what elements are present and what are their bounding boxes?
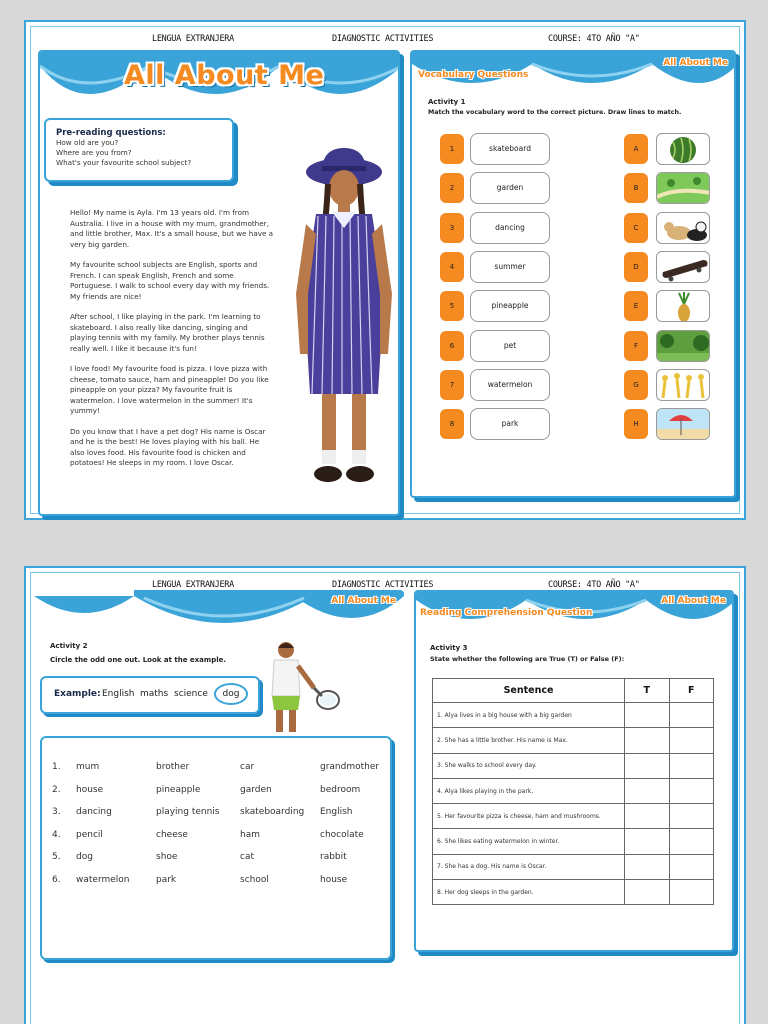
number-badge: 4: [440, 252, 464, 282]
sentence-cell: 3. She walks to school every day.: [433, 753, 625, 778]
row-number: 6.: [52, 875, 61, 885]
word-option[interactable]: mum: [76, 762, 100, 772]
activity-instruction: State whether the following are True (T) or False (F):: [430, 655, 625, 663]
word-option[interactable]: English: [320, 807, 353, 818]
true-false-table: [432, 678, 714, 905]
pre-reading-question: Where are you from?: [56, 148, 132, 157]
word-option[interactable]: garden: [240, 784, 272, 795]
story-text-box: [56, 192, 288, 500]
sentence-cell: 7. She has a dog. His name is Oscar.: [433, 854, 625, 879]
activity-instruction: Match the vocabulary word to the correct picture. Draw lines to match.: [428, 109, 682, 116]
word-option[interactable]: car: [240, 762, 255, 772]
summer-picture[interactable]: [656, 408, 710, 440]
number-badge: 6: [440, 331, 464, 361]
example-word: maths: [140, 689, 169, 699]
page-title: All About Me: [124, 60, 325, 91]
letter-badge: C: [624, 213, 648, 243]
skateboard-picture[interactable]: [656, 251, 710, 283]
vocab-word-box[interactable]: skateboard: [470, 133, 550, 165]
header-subject: LENGUA EXTRANJERA: [152, 34, 234, 44]
vocab-word-box[interactable]: watermelon: [470, 369, 550, 401]
story-paragraph: I love food! My favourite food is pizza. I love pizza with cheese, tomato sauce, ham and pineapple! Do you like pineapple on your pizza? My favourite fruit is watermelon. I love watermelon in the summer! It's yummy!: [70, 364, 269, 415]
false-cell[interactable]: [669, 703, 713, 728]
header-course: COURSE: 4TO AÑO "A": [548, 34, 640, 44]
example-word: English: [102, 689, 135, 699]
vocab-word-box[interactable]: pet: [470, 330, 550, 362]
word-option[interactable]: chocolate: [320, 829, 364, 840]
activity-instruction: Circle the odd one out. Look at the example.: [50, 656, 227, 664]
pre-reading-question: How old are you?: [56, 138, 119, 147]
story-paragraph: Do you know that I have a pet dog? His name is Oscar and he is the best! He loves playing with his ball. He also loves food. His favourite food is chicken and potatoes! He sleeps in my room. I love Oscar.: [70, 426, 266, 467]
corner-label: All About Me: [663, 58, 728, 68]
true-cell[interactable]: [625, 753, 669, 778]
corner-label: All About Me: [661, 596, 726, 606]
word-option[interactable]: skateboarding: [240, 807, 305, 818]
false-cell[interactable]: [669, 728, 713, 753]
story-paragraph: Hello! My name is Ayla. I'm 13 years old. I'm from Australia. I live in a house with my mum, grandmother, and little brother, Max. It's a small house, but we have a very big garden.: [70, 208, 274, 249]
word-option[interactable]: park: [156, 875, 177, 885]
header-subject: LENGUA EXTRANJERA: [152, 580, 234, 590]
table-row: [433, 829, 714, 854]
number-badge: 2: [440, 173, 464, 203]
sentence-cell: 4. Alya likes playing in the park.: [433, 778, 625, 803]
letter-badge: D: [624, 252, 648, 282]
story-paragraph: After school, I like playing in the park. I'm learning to skateboard. I also really like dancing, singing and playing tennis with my family. My brother plays tennis really well. I like it because it's fun!: [70, 312, 265, 353]
vocab-word-box[interactable]: pineapple: [470, 290, 550, 322]
section-label: Reading Comprehension Question: [420, 608, 593, 618]
true-cell[interactable]: [625, 854, 669, 879]
table-row: [433, 703, 714, 728]
word-option[interactable]: bedroom: [320, 784, 361, 795]
sentence-cell: 5. Her favourite pizza is cheese, ham and mushrooms.: [433, 804, 625, 829]
comprehension-panel: [414, 590, 734, 952]
activity-title: Activity 3: [430, 644, 468, 652]
row-number: 2.: [52, 784, 61, 795]
example-word: science: [174, 689, 208, 699]
example-box: [40, 676, 260, 714]
table-row: [433, 753, 714, 778]
letter-badge: F: [624, 331, 648, 361]
letter-badge: E: [624, 291, 648, 321]
word-option[interactable]: cat: [240, 852, 254, 863]
vocab-word-box[interactable]: summer: [470, 251, 550, 283]
vocab-word-box[interactable]: dancing: [470, 212, 550, 244]
pineapple-picture[interactable]: [656, 290, 710, 322]
true-cell[interactable]: [625, 778, 669, 803]
worksheet-page-2: [24, 566, 746, 1024]
pre-reading-question: What's your favourite school subject?: [56, 158, 192, 167]
row-number: 5.: [52, 852, 61, 863]
column-header: Sentence: [433, 679, 625, 703]
number-badge: 7: [440, 370, 464, 400]
word-option[interactable]: school: [240, 875, 269, 885]
vocab-word-box[interactable]: garden: [470, 172, 550, 204]
word-option[interactable]: house: [76, 784, 104, 795]
table-row: [433, 804, 714, 829]
watermelon-picture[interactable]: [656, 133, 710, 165]
odd-one-out-list: [40, 736, 392, 960]
pre-reading-box: [44, 118, 234, 182]
number-badge: 3: [440, 213, 464, 243]
sentence-cell: 6. She likes eating watermelon in winter.: [433, 829, 625, 854]
word-option[interactable]: watermelon: [76, 875, 130, 885]
example-label: Example:: [54, 689, 101, 699]
true-cell[interactable]: [625, 829, 669, 854]
word-option[interactable]: cheese: [156, 829, 188, 840]
worksheet-page-1: [24, 20, 746, 520]
number-badge: 5: [440, 291, 464, 321]
word-option[interactable]: shoe: [156, 852, 178, 863]
word-option[interactable]: pencil: [76, 829, 103, 840]
table-row: [433, 880, 714, 905]
table-row: [433, 854, 714, 879]
true-cell[interactable]: [625, 703, 669, 728]
word-option[interactable]: ham: [240, 829, 260, 840]
column-header: T: [625, 679, 669, 703]
word-option[interactable]: house: [320, 875, 348, 885]
garden-picture[interactable]: [656, 172, 710, 204]
false-cell[interactable]: [669, 880, 713, 905]
row-number: 3.: [52, 807, 61, 818]
header-title: DIAGNOSTIC ACTIVITIES: [332, 580, 434, 590]
letter-badge: B: [624, 173, 648, 203]
letter-badge: A: [624, 134, 648, 164]
word-option[interactable]: dog: [76, 852, 93, 863]
corner-label: All About Me: [331, 596, 396, 606]
true-cell[interactable]: [625, 880, 669, 905]
activity-title: Activity 1: [428, 98, 466, 106]
reading-panel: [38, 50, 400, 516]
false-cell[interactable]: [669, 829, 713, 854]
word-option[interactable]: rabbit: [320, 852, 347, 863]
table-row: [433, 778, 714, 803]
word-option[interactable]: dancing: [76, 807, 112, 818]
sentence-cell: 8. Her dog sleeps in the garden.: [433, 880, 625, 905]
sentence-cell: 1. Alya lives in a big house with a big garden: [433, 703, 625, 728]
activity-title: Activity 2: [50, 642, 88, 650]
word-option[interactable]: grandmother: [320, 762, 380, 772]
number-badge: 8: [440, 409, 464, 439]
table-row: [433, 728, 714, 753]
letter-badge: H: [624, 409, 648, 439]
vocabulary-panel: [410, 50, 736, 498]
pet-picture[interactable]: [656, 212, 710, 244]
section-label: Vocabulary Questions: [418, 70, 529, 80]
dancing-picture[interactable]: [656, 369, 710, 401]
column-header: F: [669, 679, 713, 703]
true-cell[interactable]: [625, 804, 669, 829]
ayla-illustration: [292, 144, 396, 500]
false-cell[interactable]: [669, 804, 713, 829]
pre-reading-title: Pre-reading questions:: [56, 128, 166, 138]
row-number: 4.: [52, 829, 61, 840]
false-cell[interactable]: [669, 778, 713, 803]
story-paragraph: My favourite school subjects are English, sports and French. I can speak English, French and some Portuguese. I walk to school every day with my friends. My friends are nice!: [70, 260, 270, 301]
row-number: 1.: [52, 762, 61, 772]
header-course: COURSE: 4TO AÑO "A": [548, 580, 640, 590]
word-option[interactable]: playing tennis: [156, 807, 220, 818]
header-title: DIAGNOSTIC ACTIVITIES: [332, 34, 434, 44]
example-circled-word: dog: [214, 683, 248, 705]
word-option[interactable]: brother: [156, 762, 190, 772]
true-cell[interactable]: [625, 728, 669, 753]
false-cell[interactable]: [669, 854, 713, 879]
park-picture[interactable]: [656, 330, 710, 362]
false-cell[interactable]: [669, 753, 713, 778]
number-badge: 1: [440, 134, 464, 164]
letter-badge: G: [624, 370, 648, 400]
sentence-cell: 2. She has a little brother. His name is Max.: [433, 728, 625, 753]
word-option[interactable]: pineapple: [156, 784, 201, 795]
odd-one-out-panel: [34, 590, 404, 970]
tennis-player-illustration: [266, 640, 340, 736]
vocab-word-box[interactable]: park: [470, 408, 550, 440]
